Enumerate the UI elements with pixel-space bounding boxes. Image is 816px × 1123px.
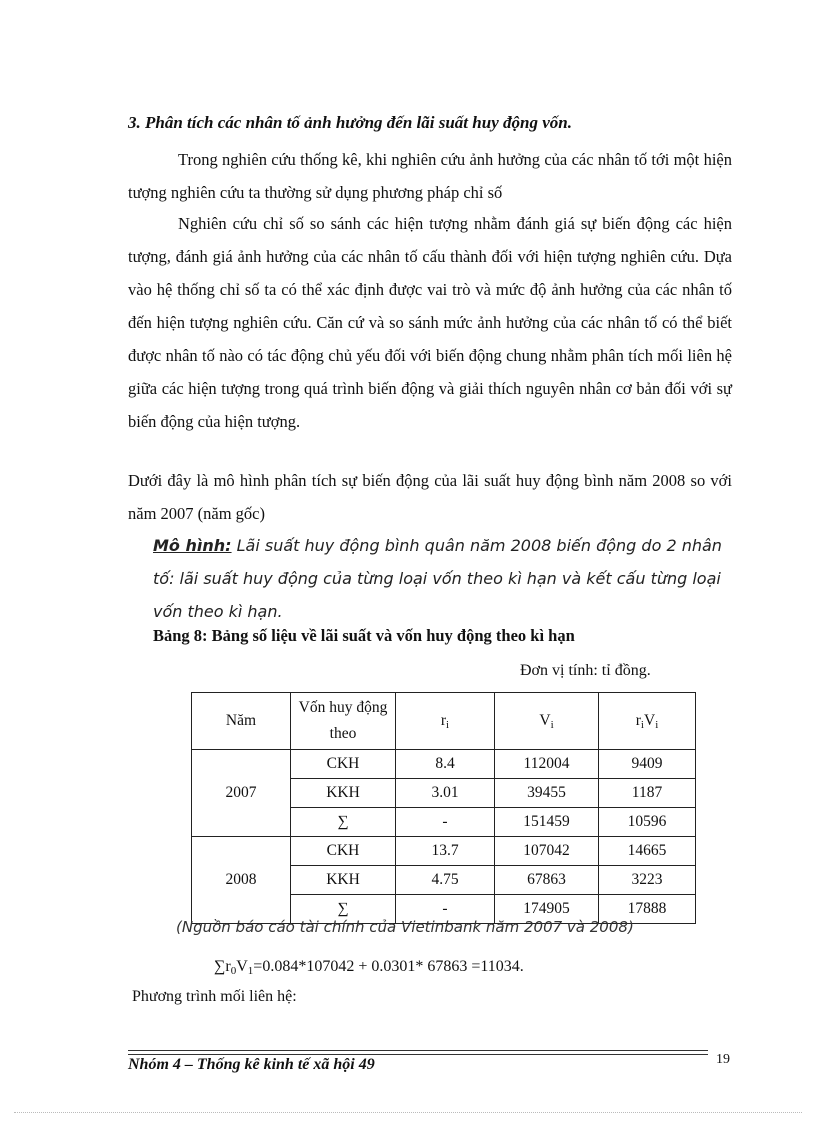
type-cell: CKH (291, 750, 396, 779)
table-title: Bảng 8: Bảng số liệu về lãi suất và vốn huy động theo kì hạn (153, 626, 575, 645)
table-header-row (192, 693, 696, 750)
page-border (14, 1112, 802, 1113)
model-text: Lãi suất huy động bình quân năm 2008 biến động do 2 nhân tố: lãi suất huy động của từng loại vốn theo kì hạn và kết cấu từng loại vốn theo kì hạn. (153, 536, 722, 621)
r-cell: 4.75 (396, 866, 495, 895)
rv-cell: 17888 (599, 895, 696, 924)
r-cell: 13.7 (396, 837, 495, 866)
paragraph-model-intro: Dưới đây là mô hình phân tích sự biến động của lãi suất huy động bình năm 2008 so với năm 2007 (năm gốc) (128, 471, 732, 523)
rv-cell: 9409 (599, 750, 696, 779)
v-cell: 151459 (495, 808, 599, 837)
header-r: $r_i$ (396, 693, 495, 750)
v-cell: 112004 (495, 750, 599, 779)
v-cell: 107042 (495, 837, 599, 866)
v-cell: 67863 (495, 866, 599, 895)
v-cell: 174905 (495, 895, 599, 924)
model-label: Mô hình: (153, 536, 232, 555)
type-cell: KKH (291, 866, 396, 895)
formula: $\sum r_0V_1=0.084*107042 + 0.0301*$ 67863 =11034. (214, 958, 524, 977)
data-table (191, 692, 696, 924)
table-row (192, 837, 696, 866)
header-v: $V_i$ (495, 693, 599, 750)
footer-rule-2 (128, 1054, 708, 1055)
rv-cell: 1187 (599, 779, 696, 808)
year-cell-2007: 2007 (192, 750, 291, 837)
relation-equation-label: Phương trình mối liên hệ: (132, 988, 297, 1005)
v-cell: 39455 (495, 779, 599, 808)
r-cell: - (396, 895, 495, 924)
type-cell: CKH (291, 837, 396, 866)
paragraph-index-method: Nghiên cứu chỉ số so sánh các hiện tượng nhằm đánh giá sự biến động các hiện tượng, đánh giá ảnh hưởng của các nhân tố cấu thành đối với hiện tượng nghiên cứu. Dựa vào hệ thống chỉ số ta có thể xác định được vai trò và mức độ ảnh hưởng của các nhân tố đến hiện tượng nghiên cứu. Căn cứ và so sánh mức ảnh hưởng của các nhân tố có thể biết được nhân tố nào có tác động chủ yếu đối với biến động chung nhằm phân tích mối liên hệ giữa các hiện tượng trong quá trình biến động và giải thích nguyên nhân cơ bản đối với sự biến động của hiện tượng. (128, 214, 732, 431)
rv-cell: 3223 (599, 866, 696, 895)
footer-text: Nhóm 4 – Thống kê kinh tế xã hội 49 (128, 1056, 375, 1073)
type-cell: ∑ (291, 895, 396, 924)
header-year: Năm (192, 693, 291, 750)
paragraph-intro: Trong nghiên cứu thống kê, khi nghiên cứu ảnh hưởng của các nhân tố tới một hiện tượng nghiên cứu ta thường sử dụng phương pháp chỉ số (128, 150, 732, 202)
footer-rule (128, 1050, 708, 1051)
r-cell: 8.4 (396, 750, 495, 779)
model-description (153, 529, 731, 628)
rv-cell: 10596 (599, 808, 696, 837)
page-number: 19 (716, 1052, 730, 1067)
type-cell: KKH (291, 779, 396, 808)
r-cell: - (396, 808, 495, 837)
header-rv: $r_iV_i$ (599, 693, 696, 750)
year-cell-2008: 2008 (192, 837, 291, 924)
table-row (192, 750, 696, 779)
section-heading: 3. Phân tích các nhân tố ảnh hưởng đến lãi suất huy động vốn. (128, 113, 572, 132)
type-cell: ∑ (291, 808, 396, 837)
header-capital: Vốn huy động theo (291, 693, 396, 750)
table-unit: Đơn vị tính: tỉ đồng. (520, 662, 651, 679)
r-cell: 3.01 (396, 779, 495, 808)
rv-cell: 14665 (599, 837, 696, 866)
table-source: (Nguồn báo cáo tài chính của Vietinbank năm 2007 và 2008) (176, 918, 634, 936)
